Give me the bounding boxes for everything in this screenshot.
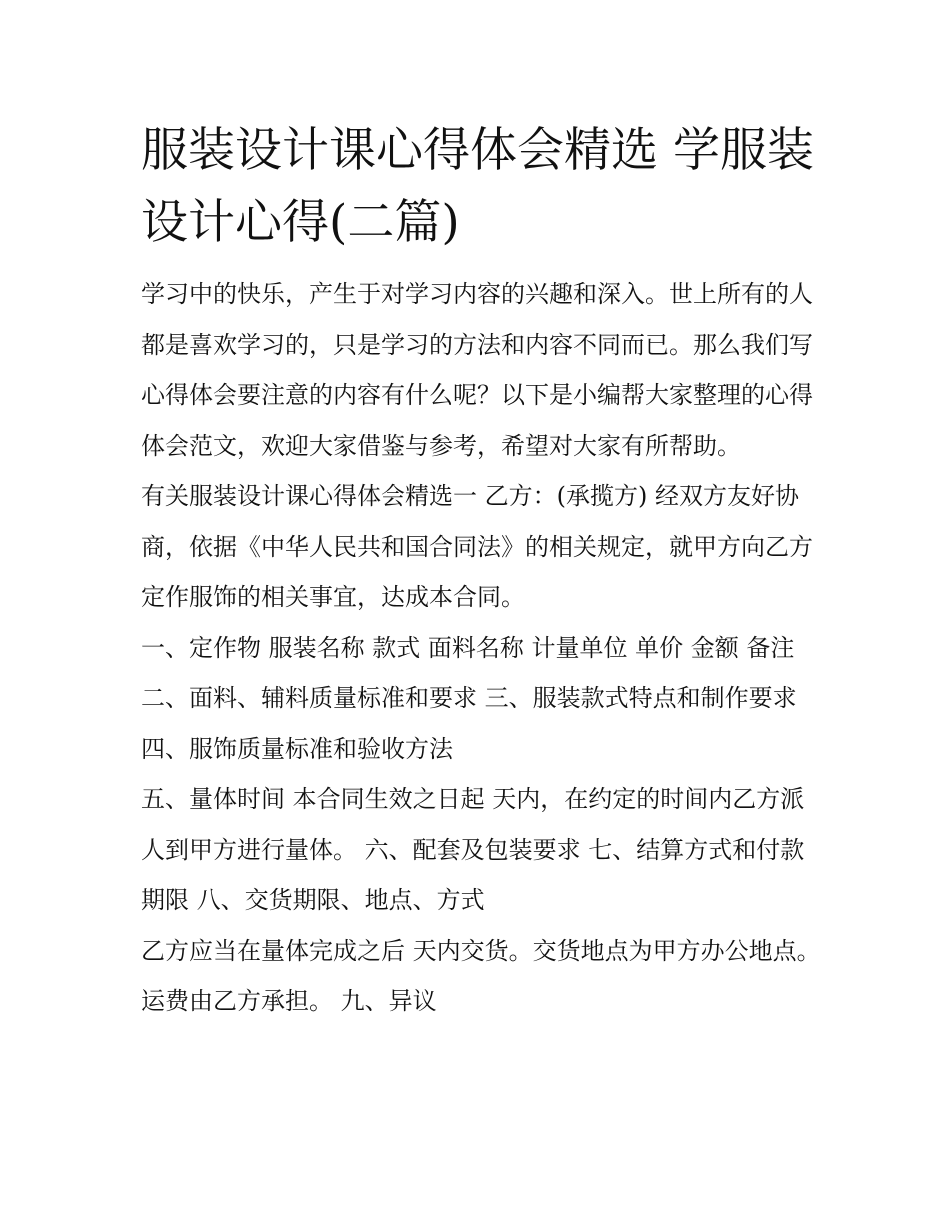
document-body [141,115,821,1027]
paragraph-intro: 学习中的快乐，产生于对学习内容的兴趣和深入。世上所有的人都是喜欢学习的，只是学习的方法和内容不同而已。那么我们写心得体会要注意的内容有什么呢？以下是小编帮大家整理的心得体会范文，欢迎大家借鉴与参考，希望对大家有所帮助。 [141,280,813,460]
document-title: 服装设计课心得体会精选 学服装设计心得(二篇) [141,123,814,250]
paragraph-clauses-5-8: 五、量体时间 本合同生效之日起 天内，在约定的时间内乙方派人到甲方进行量体。 六、配套及包装要求 七、结算方式和付款期限 八、交货期限、地点、方式 [141,785,805,914]
paragraph-clauses-1-4: 一、定作物 服装名称 款式 面料名称 计量单位 单价 金额 备注 二、面料、辅料质量标准和要求 三、服装款式特点和制作要求 四、服饰质量标准和验收方法 [141,633,797,763]
paragraph-contract-preamble: 有关服装设计课心得体会精选一 乙方：(承揽方) 经双方友好协商，依据《中华人民共和国合同法》的相关规定，就甲方向乙方定作服饰的相关事宜，达成本合同。 [141,482,813,611]
paragraph-delivery-clause: 乙方应当在量体完成之后 天内交货。交货地点为甲方办公地点。运费由乙方承担。 九、异议 [141,936,821,1015]
